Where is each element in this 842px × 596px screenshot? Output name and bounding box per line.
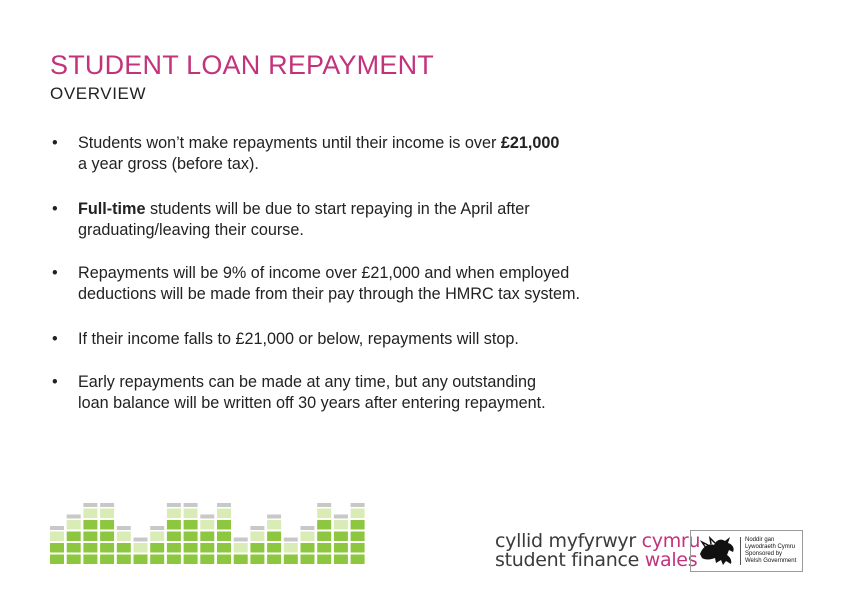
equalizer-peak-marker bbox=[184, 503, 198, 507]
bullet-line: If their income falls to £21,000 or below, repayments will stop. bbox=[78, 330, 519, 348]
equalizer-block bbox=[100, 520, 114, 530]
equalizer-block bbox=[167, 543, 181, 553]
equalizer-block bbox=[351, 532, 365, 542]
equalizer-peak-marker bbox=[50, 526, 64, 530]
equalizer-block bbox=[184, 520, 198, 530]
equalizer-block bbox=[67, 555, 81, 565]
equalizer-block bbox=[234, 555, 248, 565]
equalizer-block bbox=[301, 543, 315, 553]
student-finance-wales-logo bbox=[495, 530, 701, 572]
equalizer-block bbox=[217, 543, 231, 553]
equalizer-block bbox=[50, 543, 64, 553]
equalizer-peak-marker bbox=[150, 526, 164, 530]
bullet-item bbox=[50, 263, 580, 305]
equalizer-block bbox=[117, 543, 131, 553]
amount-bold: £21,000 bbox=[500, 134, 560, 152]
bar-equalizer-graphic bbox=[50, 494, 442, 564]
equalizer-block bbox=[50, 555, 64, 565]
equalizer-peak-marker bbox=[167, 503, 181, 507]
equalizer-block bbox=[267, 532, 281, 542]
equalizer-block bbox=[83, 543, 97, 553]
equalizer-block bbox=[284, 543, 298, 553]
equalizer-block bbox=[100, 543, 114, 553]
bullet-line: a year gross (before tax). bbox=[78, 155, 259, 173]
equalizer-block bbox=[250, 543, 264, 553]
equalizer-block bbox=[150, 555, 164, 565]
bullet-line: Repayments will be 9% of income over £21,000 and when employed bbox=[78, 264, 570, 282]
bullet-marker: • bbox=[52, 134, 58, 152]
equalizer-block bbox=[67, 543, 81, 553]
equalizer-block bbox=[267, 520, 281, 530]
equalizer-peak-marker bbox=[351, 503, 365, 507]
bullet-item bbox=[50, 199, 530, 241]
equalizer-peak-marker bbox=[250, 526, 264, 530]
equalizer-block bbox=[250, 555, 264, 565]
gov-logo-text: Noddir gan Lywodraeth Cymru Sponsored by Welsh Government bbox=[745, 537, 797, 564]
equalizer-block bbox=[100, 532, 114, 542]
equalizer-block bbox=[334, 520, 348, 530]
equalizer-block bbox=[100, 509, 114, 519]
equalizer-peak-marker bbox=[334, 515, 348, 519]
equalizer-peak-marker bbox=[317, 503, 331, 507]
equalizer-block bbox=[150, 543, 164, 553]
equalizer-block bbox=[167, 555, 181, 565]
equalizer-block bbox=[184, 543, 198, 553]
equalizer-block bbox=[150, 532, 164, 542]
equalizer-block bbox=[317, 543, 331, 553]
equalizer-block bbox=[250, 532, 264, 542]
equalizer-peak-marker bbox=[117, 526, 131, 530]
equalizer-block bbox=[301, 555, 315, 565]
equalizer-peak-marker bbox=[234, 538, 248, 542]
equalizer-block bbox=[317, 555, 331, 565]
equalizer-block bbox=[134, 555, 148, 565]
equalizer-peak-marker bbox=[134, 538, 148, 542]
equalizer-block bbox=[217, 509, 231, 519]
equalizer-block bbox=[50, 532, 64, 542]
equalizer-block bbox=[117, 555, 131, 565]
bullet-item bbox=[50, 329, 519, 350]
bullet-line: loan balance will be written off 30 years after entering repayment. bbox=[78, 394, 546, 412]
bullet-line: graduating/leaving their course. bbox=[78, 221, 304, 239]
bullet-marker: • bbox=[52, 330, 58, 348]
logo-welsh-line: cyllid myfyrwyr cymru bbox=[495, 530, 701, 552]
equalizer-block bbox=[83, 555, 97, 565]
equalizer-block bbox=[184, 532, 198, 542]
welsh-government-logo bbox=[690, 530, 803, 572]
bullet-item bbox=[50, 133, 559, 175]
equalizer-block bbox=[200, 555, 214, 565]
bullet-item bbox=[50, 372, 546, 414]
equalizer-block bbox=[334, 532, 348, 542]
bullet-marker: • bbox=[52, 264, 58, 282]
logo-english-line: student finance wales bbox=[495, 549, 698, 571]
equalizer-block bbox=[167, 509, 181, 519]
equalizer-block bbox=[67, 520, 81, 530]
equalizer-block bbox=[351, 543, 365, 553]
equalizer-block bbox=[67, 532, 81, 542]
bullet-marker: • bbox=[52, 373, 58, 391]
equalizer-block bbox=[167, 532, 181, 542]
equalizer-block bbox=[317, 532, 331, 542]
bullet-line: Early repayments can be made at any time, but any outstanding bbox=[78, 373, 537, 391]
equalizer-block bbox=[317, 509, 331, 519]
welsh-dragon-icon bbox=[697, 534, 737, 568]
page-title: STUDENT LOAN REPAYMENT bbox=[50, 50, 434, 80]
equalizer-block bbox=[317, 520, 331, 530]
bullet-line: deductions will be made from their pay through the HMRC tax system. bbox=[78, 285, 581, 303]
equalizer-block bbox=[83, 509, 97, 519]
equalizer-peak-marker bbox=[267, 515, 281, 519]
equalizer-block bbox=[167, 520, 181, 530]
equalizer-block bbox=[184, 555, 198, 565]
equalizer-block bbox=[200, 532, 214, 542]
equalizer-block bbox=[200, 520, 214, 530]
equalizer-block bbox=[200, 543, 214, 553]
equalizer-peak-marker bbox=[83, 503, 97, 507]
equalizer-peak-marker bbox=[301, 526, 315, 530]
equalizer-block bbox=[117, 532, 131, 542]
bullet-line: Students won’t make repayments until their income is over £21,000 bbox=[78, 134, 560, 152]
equalizer-block bbox=[301, 532, 315, 542]
full-time-bold: Full-time bbox=[78, 200, 146, 218]
equalizer-block bbox=[217, 555, 231, 565]
equalizer-block bbox=[267, 543, 281, 553]
equalizer-peak-marker bbox=[217, 503, 231, 507]
equalizer-block bbox=[267, 555, 281, 565]
equalizer-block bbox=[83, 532, 97, 542]
logo-divider bbox=[740, 537, 741, 565]
equalizer-block bbox=[334, 555, 348, 565]
equalizer-block bbox=[351, 520, 365, 530]
page-subtitle: OVERVIEW bbox=[50, 84, 147, 103]
equalizer-block bbox=[134, 543, 148, 553]
equalizer-block bbox=[217, 520, 231, 530]
equalizer-block bbox=[351, 555, 365, 565]
equalizer-peak-marker bbox=[284, 538, 298, 542]
equalizer-peak-marker bbox=[200, 515, 214, 519]
bullet-marker: • bbox=[52, 200, 58, 218]
equalizer-block bbox=[234, 543, 248, 553]
equalizer-block bbox=[334, 543, 348, 553]
equalizer-svg bbox=[50, 494, 442, 564]
equalizer-block bbox=[351, 509, 365, 519]
equalizer-block bbox=[217, 532, 231, 542]
equalizer-block bbox=[184, 509, 198, 519]
equalizer-peak-marker bbox=[67, 515, 81, 519]
equalizer-block bbox=[284, 555, 298, 565]
equalizer-block bbox=[83, 520, 97, 530]
bullet-line: Full-time students will be due to start repaying in the April after bbox=[78, 200, 530, 218]
equalizer-block bbox=[100, 555, 114, 565]
equalizer-peak-marker bbox=[100, 503, 114, 507]
